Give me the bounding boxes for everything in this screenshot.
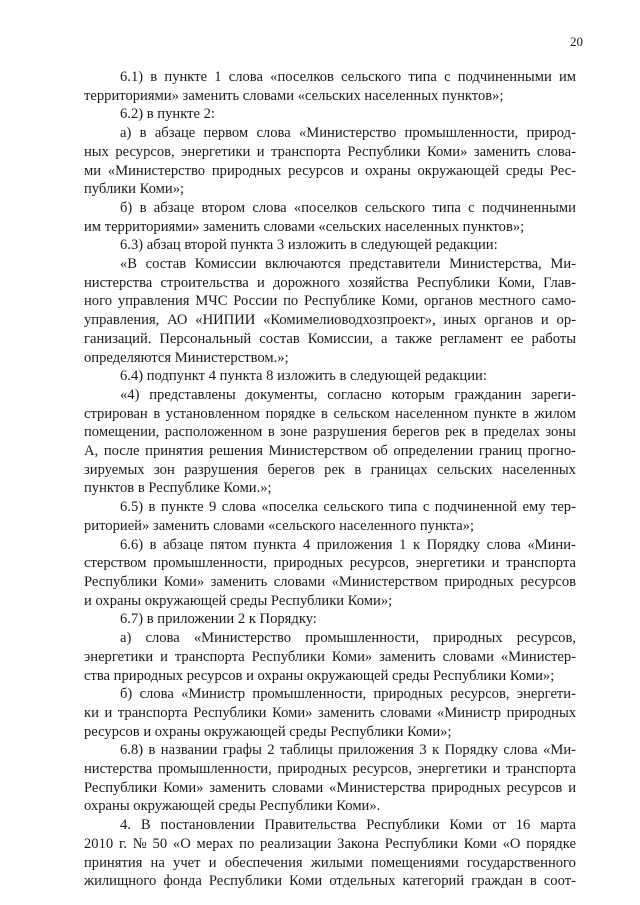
text-line: управления, АО «НИПИИ «Комимелиоводхозпроект», иных органов и ор- bbox=[84, 312, 576, 329]
text-line: 6.2) в пункте 2: bbox=[120, 106, 215, 123]
text-line: и охраны окружающей среды Республики Коми»; bbox=[84, 592, 393, 609]
text-line: принятия на учет и обеспечения жилыми помещениями государственного bbox=[84, 854, 576, 871]
text-line: жилищного фонда Республики Коми отдельных категорий граждан в сoот- bbox=[84, 873, 576, 890]
text-line: нистерства промышленности, природных ресурсов, энергетики и транспорта bbox=[84, 761, 577, 778]
text-line: 6.8) в названии графы 2 таблицы приложения 3 к Порядку слова «Ми- bbox=[120, 742, 576, 759]
text-line: 6.6) в абзаце пятом пункта 4 приложения 1 к Порядку слова «Мини- bbox=[120, 536, 576, 553]
text-line: нистерства строительства и дорожного хозяйства Республики Коми, Глав- bbox=[84, 274, 577, 291]
text-line: б) в абзаце втором слова «поселков сельского типа с подчиненными bbox=[120, 199, 576, 216]
text-line: стрирован в установленном порядке в сельском населенном пункте в жилом bbox=[84, 405, 576, 422]
document-body bbox=[84, 68, 576, 891]
text-line: 6.5) в пункте 9 слова «поселка сельского типа с подчиненной ему тер- bbox=[120, 499, 576, 516]
text-line: ми «Министерство природных ресурсов и охраны окружающей среды Рес- bbox=[84, 162, 577, 179]
text-line: определяются Министерством.»; bbox=[84, 349, 289, 366]
text-line: А, после принятия решения Министерством об определении границ прогно- bbox=[84, 443, 576, 460]
text-line: публики Коми»; bbox=[84, 181, 185, 198]
text-line: риторией» заменить словами «сельского населенного пункта»; bbox=[84, 517, 475, 534]
text-line: «4) представлены документы, согласно которым гражданин зареги- bbox=[120, 386, 576, 403]
text-line: 4. В постановлении Правительства Республики Коми от 16 марта bbox=[120, 817, 577, 834]
text-line: помещении, расположенном в зоне разрушения берегов рек в пределах зоны bbox=[84, 424, 576, 441]
text-line: охраны окружающей среды Республики Коми». bbox=[84, 798, 381, 815]
text-line: а) в абзаце первом слова «Министерство промышленности, природ- bbox=[120, 125, 576, 142]
text-line: им территориями» заменить словами «сельских населенных пунктов»; bbox=[84, 218, 525, 235]
text-line: энергетики и транспорта Республики Коми» заменить словами «Министер- bbox=[84, 648, 577, 665]
text-line: ных ресурсов, энергетики и транспорта Республики Коми» заменить слова- bbox=[84, 143, 576, 160]
text-line: Республики Коми» заменить словами «Министерством природных ресурсов bbox=[84, 573, 577, 590]
text-line: ки и транспорта Республики Коми» заменить словами «Министр природных bbox=[84, 704, 577, 721]
text-line: 6.3) абзац второй пункта 3 изложить в следующей редакции: bbox=[120, 237, 498, 254]
text-line: «В состав Комиссии включаются представители Министерства, Ми- bbox=[120, 256, 577, 273]
text-line: 6.1) в пункте 1 слова «поселков сельского типа с подчиненными им bbox=[120, 69, 576, 85]
text-line: Республики Коми» заменить словами «Министерства природных ресурсов и bbox=[84, 779, 577, 796]
text-line: ганизаций. Персональный состав Комиссии, а также регламент ее работы bbox=[84, 330, 577, 347]
text-line: б) слова «Министр промышленности, природных ресурсов, энергети- bbox=[120, 686, 576, 703]
text-line: 6.7) в приложении 2 к Порядку: bbox=[120, 611, 317, 628]
page-number: 20 bbox=[570, 34, 583, 49]
text-line: ресурсов и охраны окружающей среды Республики Коми»; bbox=[84, 723, 452, 740]
text-line: 2010 г. № 50 «О мерах по реализации Закона Республики Коми «О порядке bbox=[84, 835, 576, 852]
text-line: стерством промышленности, природных ресурсов, энергетики и транспорта bbox=[84, 555, 577, 572]
text-line: пунктов в Республике Коми.»; bbox=[84, 480, 272, 497]
text-line: ства природных ресурсов и охраны окружающей среды Республики Коми»; bbox=[84, 667, 555, 684]
text-line: ного управления МЧС России по Республике Коми, органов местного само- bbox=[84, 293, 576, 310]
text-line: а) слова «Министерство промышленности, природных ресурсов, bbox=[120, 630, 577, 647]
text-line: зируемых зон разрушения берегов рек в границах сельских населенных bbox=[84, 461, 576, 478]
text-line: территориями» заменить словами «сельских населенных пунктов»; bbox=[84, 87, 504, 104]
text-line: 6.4) подпункт 4 пункта 8 изложить в следующей редакции: bbox=[120, 368, 487, 385]
